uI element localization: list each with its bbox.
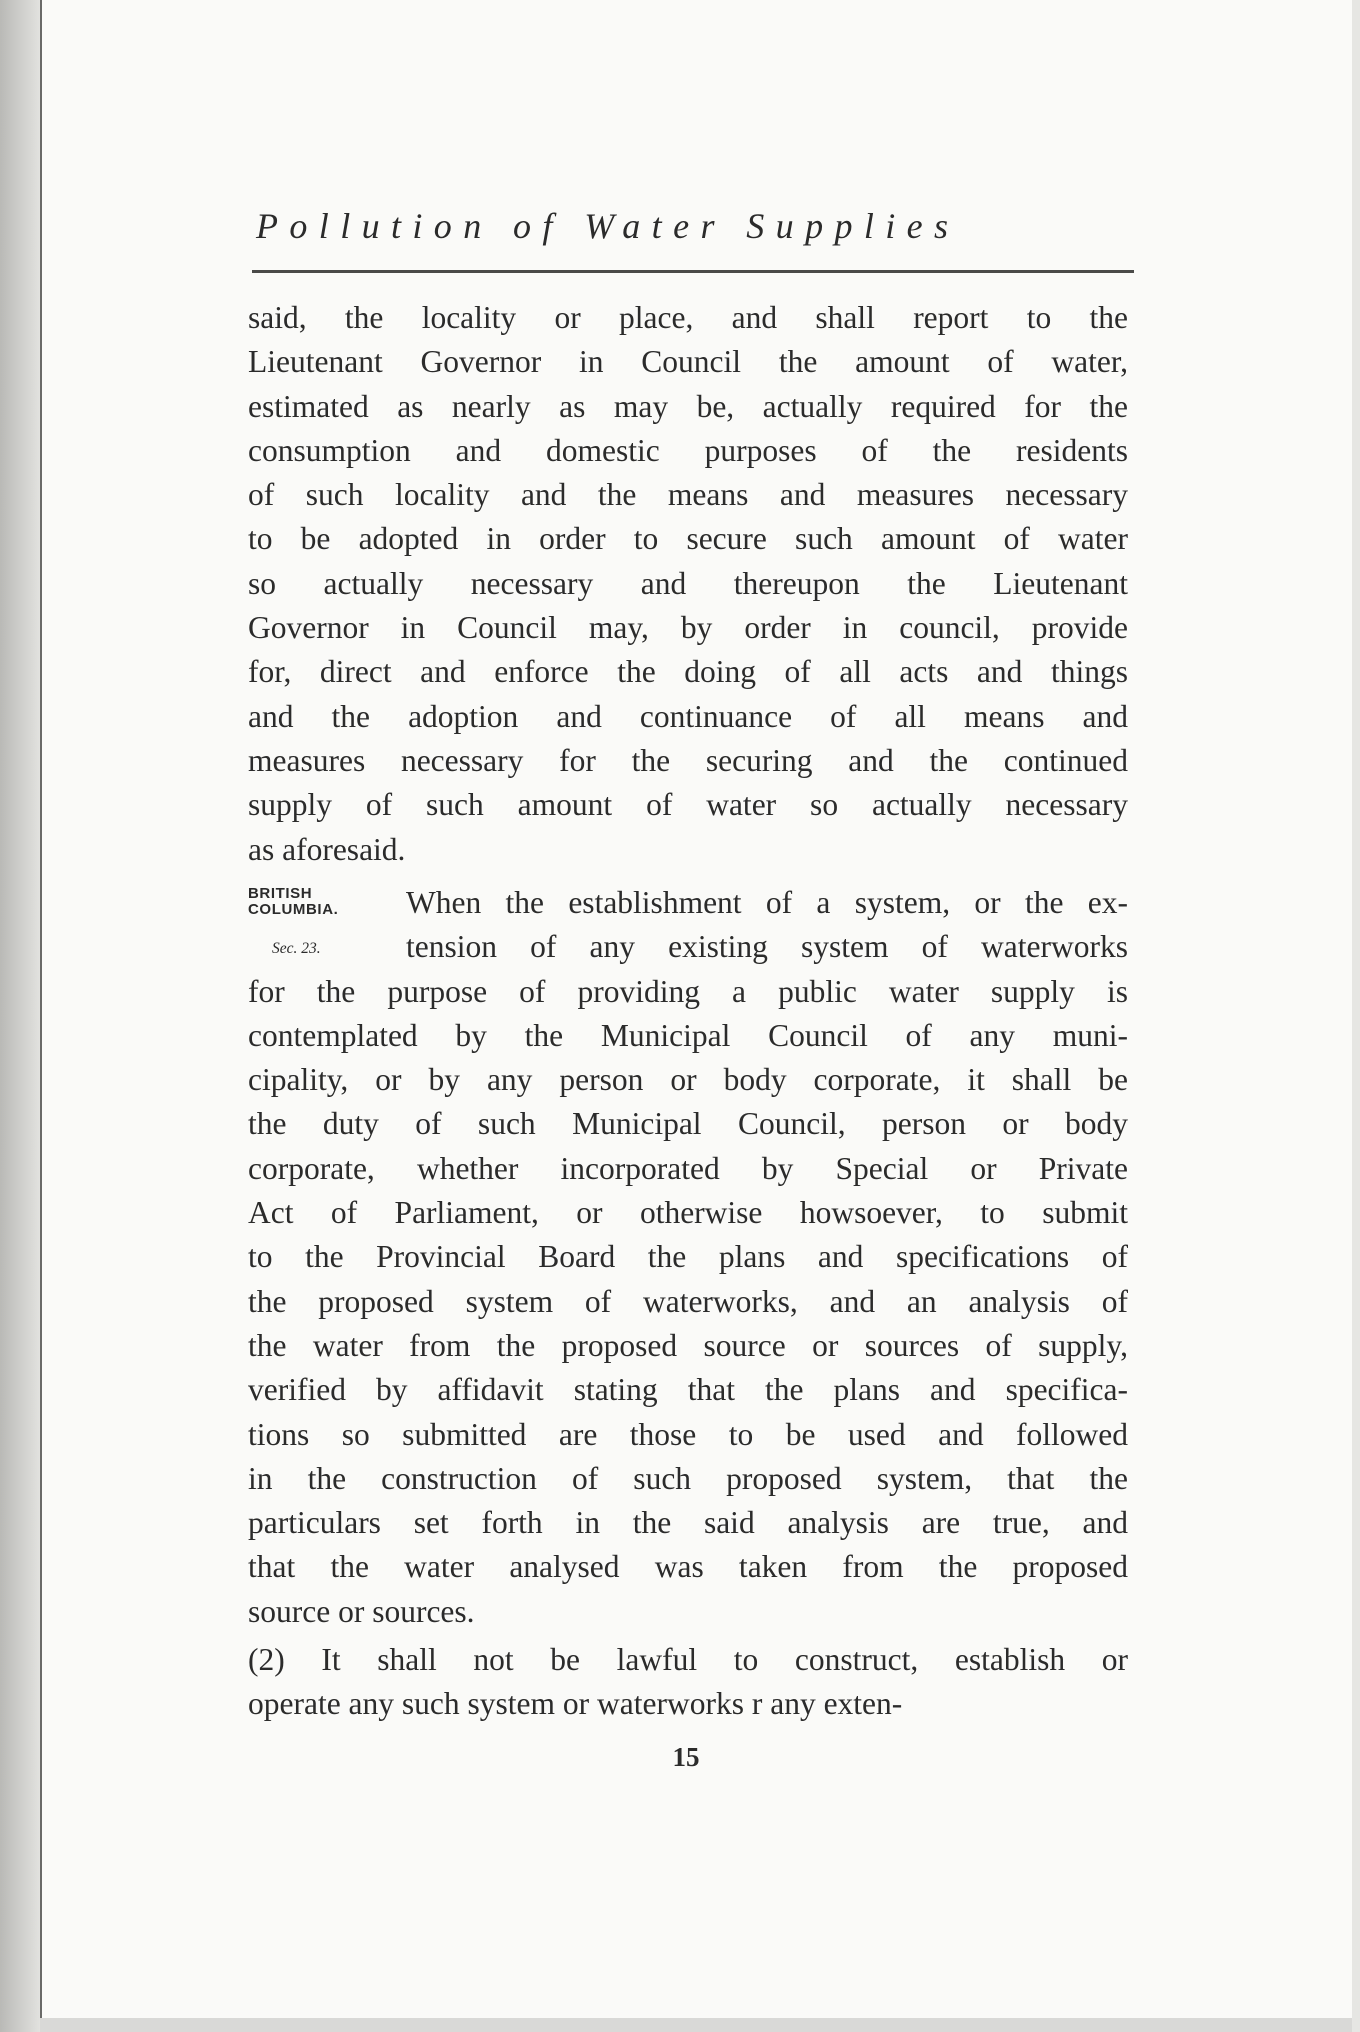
margin-note-province-1: BRITISH <box>248 885 313 902</box>
text-line: of such locality and the means and measures necessary <box>248 477 1128 513</box>
text-line: supply of such amount of water so actually necessary <box>248 787 1128 823</box>
text-line: said, the locality or place, and shall report to the <box>248 300 1128 335</box>
text-line: in the construction of such proposed system, that the <box>248 1460 1128 1496</box>
text-line: that the water analysed was taken from the proposed <box>248 1549 1128 1585</box>
running-head: Pollution of Water Supplies <box>256 206 960 246</box>
text-line: verified by affidavit stating that the plans and specifica- <box>248 1372 1128 1408</box>
text-line: the proposed system of waterworks, and an analysis of <box>248 1283 1128 1319</box>
paragraph-section-23 <box>248 881 1128 1634</box>
text-line: the duty of such Municipal Council, person or body <box>248 1106 1128 1142</box>
page-number: 15 <box>672 1742 700 1772</box>
text-line: When the establishment of a system, or the ex- <box>406 885 1128 920</box>
paragraph-subsection-2 <box>248 1638 1128 1727</box>
text-line: tions so submitted are those to be used and followed <box>248 1416 1128 1452</box>
text-line: to the Provincial Board the plans and specifications of <box>248 1239 1128 1275</box>
text-line: as aforesaid. <box>248 831 406 867</box>
text-line: (2) It shall not be lawful to construct, establish or <box>248 1642 1128 1677</box>
text-line: Governor in Council may, by order in council, provide <box>248 610 1128 646</box>
text-line: so actually necessary and thereupon the Lieutenant <box>248 565 1128 601</box>
text-line: the water from the proposed source or sources of supply, <box>248 1327 1128 1363</box>
text-line: contemplated by the Municipal Council of any muni- <box>248 1017 1128 1053</box>
text-line: corporate, whether incorporated by Special or Private <box>248 1150 1128 1186</box>
text-line: for the purpose of providing a public water supply is <box>248 973 1128 1009</box>
text-line: to be adopted in order to secure such amount of water <box>248 521 1128 557</box>
text-line: and the adoption and continuance of all means and <box>248 698 1128 734</box>
text-line: estimated as nearly as may be, actually required for the <box>248 388 1128 424</box>
page-edge <box>1352 0 1360 2032</box>
text-line: source or sources. <box>248 1593 475 1629</box>
text-line: tension of any existing system of waterworks <box>406 929 1128 965</box>
text-line: measures necessary for the securing and the continued <box>248 742 1128 778</box>
text-line: cipality, or by any person or body corporate, it shall be <box>248 1062 1128 1098</box>
paragraph-continued <box>248 296 1128 872</box>
text-line: consumption and domestic purposes of the residents <box>248 432 1128 468</box>
text-line: for, direct and enforce the doing of all acts and things <box>248 654 1128 690</box>
margin-note-section: Sec. 23. <box>272 940 321 957</box>
book-gutter <box>0 0 40 2032</box>
margin-note-province-2: COLUMBIA. <box>248 901 339 918</box>
text-line: Lieutenant Governor in Council the amount of water, <box>248 344 1128 380</box>
text-line: Act of Parliament, or otherwise howsoever, to submit <box>248 1195 1128 1231</box>
header-rule <box>252 270 1134 273</box>
text-line: particulars set forth in the said analysis are true, and <box>248 1505 1128 1541</box>
text-line: operate any such system or waterworks r any exten- <box>248 1686 903 1722</box>
